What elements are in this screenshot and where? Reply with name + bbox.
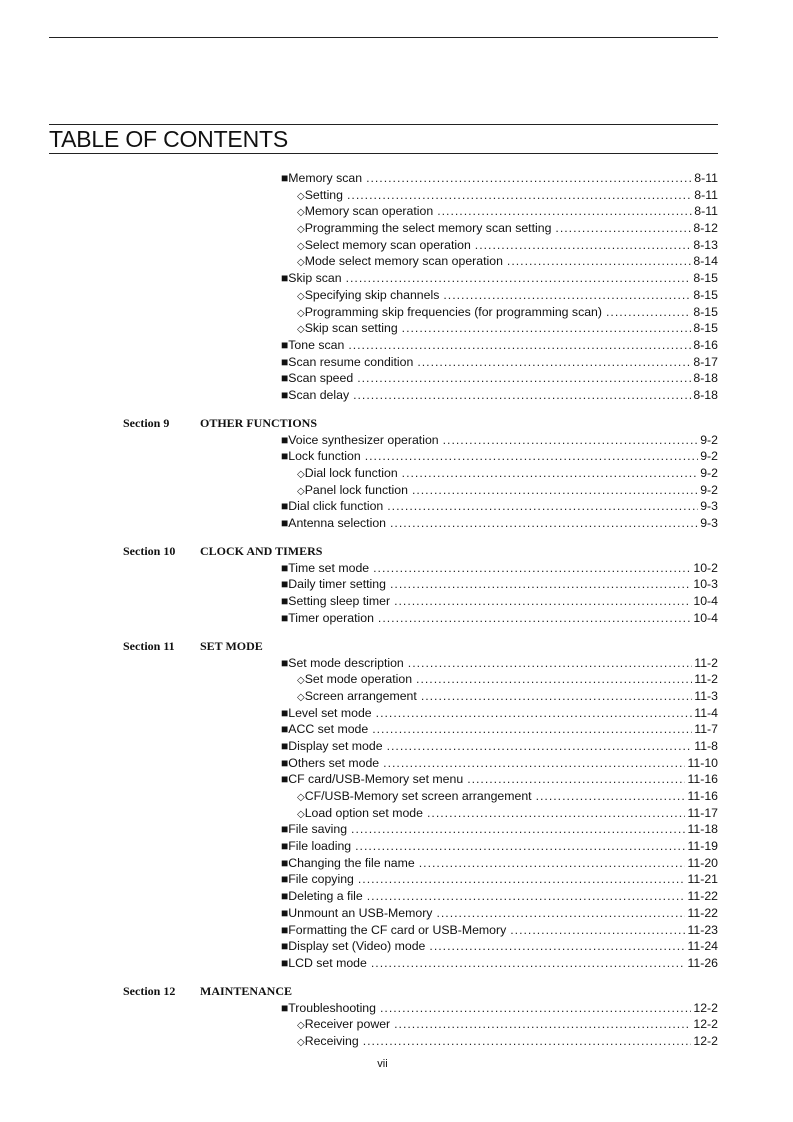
square-bullet-icon: ■ [281,354,289,369]
dot-leader [387,498,698,515]
toc-entry-label: CF card/USB-Memory set menu [288,772,464,787]
toc-entry-page: 9-3 [700,499,718,514]
toc-entry[interactable] [0,465,793,482]
toc-entry-label: Select memory scan operation [304,237,471,252]
toc-entry-page: 8-12 [693,221,718,236]
toc-entry[interactable] [0,220,793,237]
toc-entry-label: Receiver power [304,1017,391,1032]
diamond-bullet-icon: ◇ [297,224,305,236]
toc-entry-label: Display set (Video) mode [288,939,426,954]
toc-entry-page: 10-4 [693,594,718,609]
toc-entry-label: Daily timer setting [288,577,386,592]
dot-leader [510,922,685,939]
diamond-bullet-icon: ◇ [297,190,305,202]
toc-entry[interactable] [0,855,793,872]
toc-entry-label: Mode select memory scan operation [304,254,503,269]
square-bullet-icon: ■ [281,855,289,870]
section-heading [0,543,793,560]
diamond-bullet-icon: ◇ [297,691,305,703]
toc-entry-label: Programming the select memory scan setting [304,221,552,236]
dot-leader [436,905,685,922]
toc-entry-page: 11-16 [687,789,718,803]
square-bullet-icon: ■ [281,337,289,352]
dot-leader [365,448,699,465]
toc-entry[interactable] [0,187,793,204]
section-number: Section 9 [123,415,170,430]
square-bullet-icon: ■ [281,655,289,670]
toc-entry[interactable] [0,688,793,705]
dot-leader [443,432,699,449]
toc-entry-page: 8-15 [693,321,718,336]
dot-leader [372,721,692,738]
toc-entry-page: 11-24 [687,939,718,954]
toc-entry-label: Tone scan [288,337,345,352]
toc-entry-page: 9-2 [700,482,718,497]
dot-leader [606,304,691,321]
square-bullet-icon: ■ [281,939,289,954]
toc-entry-page: 10-3 [693,577,718,592]
square-bullet-icon: ■ [281,922,289,937]
square-bullet-icon: ■ [281,271,289,286]
toc-entry[interactable] [0,448,793,465]
toc-entry[interactable] [0,482,793,499]
toc-entry[interactable] [0,805,793,822]
dot-leader [394,1016,691,1033]
toc-entry[interactable] [0,387,793,404]
toc-entry-label: File saving [288,822,348,837]
square-bullet-icon: ■ [281,371,289,386]
toc-entry-page: 8-18 [693,371,718,386]
toc-entry-page: 11-8 [694,738,718,753]
dot-leader [358,871,686,888]
dot-leader [467,771,685,788]
dot-leader [419,855,686,872]
toc-entry[interactable] [0,788,793,805]
dot-leader [402,465,699,482]
toc-entry-label: Troubleshooting [288,1000,376,1015]
toc-entry-label: Dial click function [288,499,384,514]
toc-entry-label: Specifying skip channels [304,287,440,302]
diamond-bullet-icon: ◇ [297,485,305,497]
toc-entry[interactable] [0,721,793,738]
toc-entry[interactable] [0,253,793,270]
toc-entry-page: 8-11 [694,171,718,185]
toc-entry-label: File copying [288,872,354,887]
toc-entry[interactable] [0,938,793,955]
toc-entry-page: 12-2 [693,1033,718,1048]
toc-entry-label: Panel lock function [304,482,408,497]
dot-leader [427,805,685,822]
dot-leader [475,237,692,254]
toc-entry-label: CF/USB-Memory set screen arrangement [304,789,532,803]
section-title: SET MODE [200,638,263,653]
toc-entry[interactable] [0,370,793,387]
square-bullet-icon: ■ [281,387,289,402]
toc-entry-page: 11-23 [687,922,718,937]
page-title: TABLE OF CONTENTS [49,124,718,154]
toc-entry[interactable] [0,515,793,532]
toc-entry-label: Skip scan [288,271,342,286]
square-bullet-icon: ■ [281,560,289,575]
section-number: Section 10 [123,543,176,558]
dot-leader [390,515,698,532]
toc-entry-label: Formatting the CF card or USB-Memory [288,922,507,937]
toc-entry-page: 11-20 [687,855,718,870]
square-bullet-icon: ■ [281,610,289,625]
section-number: Section 11 [123,638,175,653]
toc-entry-label: Dial lock function [304,466,398,480]
toc-entry-label: Changing the file name [288,855,415,870]
toc-entry[interactable] [0,1016,793,1033]
square-bullet-icon: ■ [281,722,289,737]
toc-entry-page: 8-14 [693,254,718,269]
dot-leader [380,1000,691,1017]
toc-entry-page: 8-11 [694,187,718,202]
dot-leader [402,320,692,337]
toc-entry[interactable] [0,738,793,755]
square-bullet-icon: ■ [281,171,289,185]
toc-entry[interactable] [0,337,793,354]
section-gap [0,972,793,983]
toc-entry[interactable] [0,576,793,593]
toc-entry[interactable] [0,671,793,688]
toc-entry-page: 12-2 [693,1017,718,1032]
dot-leader [378,610,691,627]
toc-entry-page: 8-15 [693,271,718,286]
toc-entry-page: 11-3 [694,688,718,703]
square-bullet-icon: ■ [281,755,289,770]
toc-entry-label: Receiving [304,1033,359,1048]
section-heading [0,638,793,655]
toc-entry[interactable] [0,755,793,772]
toc-entry-page: 9-2 [700,466,718,480]
toc-entry-page: 12-2 [693,1000,718,1015]
toc-entry-page: 11-19 [687,839,718,854]
toc-entry-label: Level set mode [288,705,372,720]
toc-entry-label: Time set mode [288,560,370,575]
toc-entry-label: Antenna selection [288,516,387,531]
toc-entry[interactable] [0,320,793,337]
toc-entry[interactable] [0,498,793,515]
section-number: Section 12 [123,983,176,998]
toc-entry-label: Set mode operation [304,672,413,687]
dot-leader [390,576,691,593]
toc-entry[interactable] [0,287,793,304]
section-title: OTHER FUNCTIONS [200,415,318,430]
section-title: CLOCK AND TIMERS [200,543,323,558]
toc-entry[interactable] [0,593,793,610]
dot-leader [437,203,692,220]
toc-entry-page: 11-22 [687,905,718,920]
toc-entry[interactable] [0,560,793,577]
toc-entry-label: Timer operation [288,610,374,625]
diamond-bullet-icon: ◇ [297,1036,305,1048]
square-bullet-icon: ■ [281,839,289,854]
toc-entry-label: Programming skip frequencies (for programming scan) [304,304,602,319]
toc-entry[interactable] [0,237,793,254]
toc-entry-page: 9-2 [700,432,718,447]
diamond-bullet-icon: ◇ [297,240,305,252]
square-bullet-icon: ■ [281,499,289,514]
toc-entry-page: 9-2 [700,449,718,464]
diamond-bullet-icon: ◇ [297,290,305,302]
toc-entry-page: 11-21 [687,872,718,887]
toc-entry-page: 8-18 [693,387,718,402]
toc-entry[interactable] [0,610,793,627]
dot-leader [367,888,686,905]
diamond-bullet-icon: ◇ [297,808,305,820]
toc-entry[interactable] [0,1000,793,1017]
dot-leader [373,560,691,577]
dot-leader [507,253,691,270]
toc-entry-page: 10-2 [693,560,718,575]
section-heading [0,983,793,1000]
toc-entry[interactable] [0,905,793,922]
dot-leader [416,671,692,688]
dot-leader [363,1033,692,1050]
toc-entry-label: Skip scan setting [304,321,398,336]
dot-leader [346,270,692,287]
toc-entry[interactable] [0,922,793,939]
toc-entry-label: Memory scan [288,171,363,185]
toc-entry-page: 11-7 [694,722,718,737]
section-gap [0,532,793,543]
toc-entry-page: 11-2 [694,672,718,687]
table-of-contents [0,170,793,1050]
dot-leader [366,170,692,187]
toc-entry-label: Set mode description [288,655,404,670]
toc-entry[interactable] [0,888,793,905]
toc-entry-page: 8-11 [694,204,718,219]
toc-entry-page: 8-16 [693,337,718,352]
square-bullet-icon: ■ [281,889,289,904]
diamond-bullet-icon: ◇ [297,257,305,269]
toc-entry-page: 11-10 [687,755,718,770]
toc-entry-page: 10-4 [693,610,718,625]
dot-leader [387,738,693,755]
dot-leader [357,370,691,387]
toc-entry-label: ACC set mode [288,722,369,737]
dot-leader [417,354,691,371]
section-title: MAINTENANCE [200,983,293,998]
toc-entry-page: 11-17 [687,805,718,820]
toc-entry[interactable] [0,270,793,287]
toc-entry[interactable] [0,170,793,187]
toc-entry-page: 8-13 [693,237,718,252]
square-bullet-icon: ■ [281,432,289,447]
toc-entry[interactable] [0,655,793,672]
square-bullet-icon: ■ [281,594,289,609]
toc-entry-label: Scan delay [288,387,350,402]
dot-leader [421,688,692,705]
toc-entry[interactable] [0,821,793,838]
square-bullet-icon: ■ [281,738,289,753]
toc-entry-label: Setting sleep timer [288,594,391,609]
section-heading [0,415,793,432]
toc-entry-page: 11-16 [687,772,718,787]
square-bullet-icon: ■ [281,955,289,970]
toc-entry-label: Scan speed [288,371,354,386]
toc-entry[interactable] [0,838,793,855]
square-bullet-icon: ■ [281,577,289,592]
toc-entry-label: LCD set mode [288,955,367,970]
section-gap [0,404,793,415]
dot-leader [429,938,685,955]
dot-leader [376,705,693,722]
dot-leader [347,187,692,204]
square-bullet-icon: ■ [281,772,289,787]
toc-entry-page: 8-15 [693,304,718,319]
dot-leader [443,287,691,304]
top-rule [49,37,718,38]
dot-leader [383,755,685,772]
dot-leader [536,788,686,805]
toc-entry-page: 9-3 [700,516,718,531]
toc-entry-label: Setting [304,187,343,202]
toc-entry[interactable] [0,955,793,972]
toc-entry-label: File loading [288,839,352,854]
square-bullet-icon: ■ [281,449,289,464]
section-gap [0,627,793,638]
toc-entry-page: 11-22 [687,889,718,904]
toc-entry-page: 8-17 [693,354,718,369]
square-bullet-icon: ■ [281,822,289,837]
dot-leader [371,955,686,972]
diamond-bullet-icon: ◇ [297,1020,305,1032]
page-number: vii [377,1058,388,1070]
square-bullet-icon: ■ [281,705,289,720]
dot-leader [348,337,691,354]
toc-entry[interactable] [0,771,793,788]
dot-leader [412,482,698,499]
toc-entry-label: Screen arrangement [304,688,417,703]
toc-entry-page: 11-18 [687,822,718,837]
toc-entry-page: 11-4 [694,705,718,720]
diamond-bullet-icon: ◇ [297,792,305,803]
toc-entry[interactable] [0,432,793,449]
square-bullet-icon: ■ [281,516,289,531]
square-bullet-icon: ■ [281,1000,289,1015]
dot-leader [394,593,691,610]
toc-entry[interactable] [0,354,793,371]
diamond-bullet-icon: ◇ [297,469,305,480]
diamond-bullet-icon: ◇ [297,675,305,687]
toc-entry-label: Load option set mode [304,805,423,820]
square-bullet-icon: ■ [281,872,289,887]
toc-entry[interactable] [0,304,793,321]
diamond-bullet-icon: ◇ [297,307,305,319]
dot-leader [353,387,691,404]
square-bullet-icon: ■ [281,905,289,920]
toc-entry-label: Memory scan operation [304,204,434,219]
toc-entry-page: 8-15 [693,287,718,302]
toc-entry[interactable] [0,705,793,722]
toc-entry-label: Unmount an USB-Memory [288,905,433,920]
dot-leader [355,838,685,855]
toc-entry-label: Voice synthesizer operation [288,432,439,447]
toc-entry-label: Others set mode [288,755,380,770]
toc-entry-page: 11-2 [694,655,718,670]
toc-entry[interactable] [0,203,793,220]
toc-entry-label: Display set mode [288,738,383,753]
toc-entry[interactable] [0,1033,793,1050]
toc-entry-label: Scan resume condition [288,354,414,369]
toc-entry-page: 11-26 [687,955,718,970]
dot-leader [351,821,685,838]
dot-leader [555,220,691,237]
diamond-bullet-icon: ◇ [297,324,305,336]
toc-entry[interactable] [0,871,793,888]
dot-leader [408,655,693,672]
toc-entry-label: Lock function [288,449,361,464]
diamond-bullet-icon: ◇ [297,207,305,219]
toc-entry-label: Deleting a file [288,889,363,904]
